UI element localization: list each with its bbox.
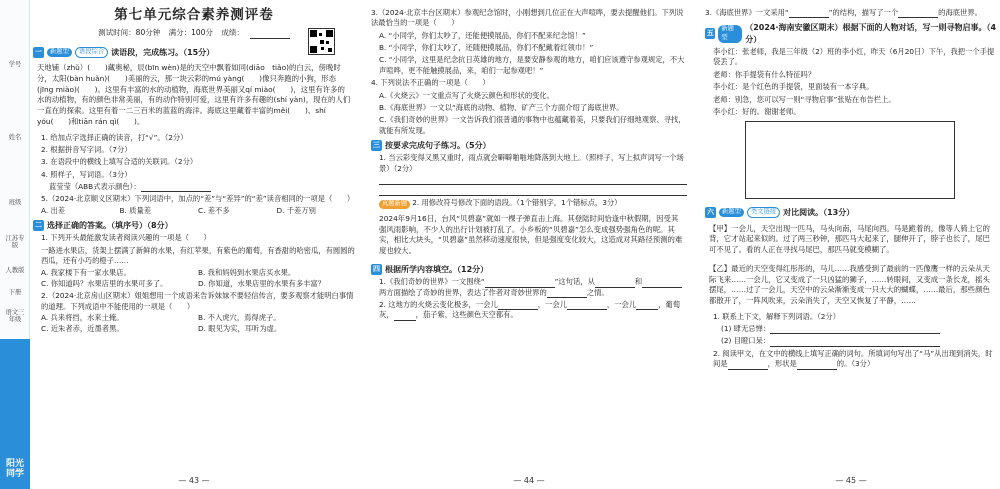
question: 5.（2024·北京顺义区期末）下列词语中，加点的“差”与“差异”的“差”读音相同的一项是（ ） [41, 194, 355, 204]
test-meta [33, 28, 355, 39]
option[interactable]: C.《我们奇妙的世界》一文告诉我们很普通的事物中也蕴藏着美，只要我们仔细地观察、寻找，就能有所发现。 [379, 115, 686, 135]
question: 2. 这地方的火烧云变化极多，一会儿 ，一会儿 ，一会儿 ，葡萄灰， ，茄子紫，这些颜色天空都有。 [379, 299, 680, 320]
option[interactable]: B. “小同学，你们太吵了，还随便摸展品，你们不配戴着红领巾！” [379, 43, 594, 53]
passage-b: 【乙】最近的天空变得红彤彤的，马儿……我感受到了最前的一匹像鹰一样的云朵从天际飞来……一会儿，它又变成了一只凶猛的狮子，……转眼间，又变成一条长龙，摇头摆尾，……过了一会儿，天空中的云朵渐渐变成一只大大的蝴蝶，……最后，那些颜色都散开了，一阵风吹来，云朵消失了，天空又恢复了平静，…… [709, 263, 990, 305]
option[interactable]: A.《火烧云》一文重点写了火烧云颜色和形状的变化。 [379, 90, 555, 100]
question: 4. 下列说法不正确的一项是（ ） [371, 78, 490, 88]
linked-text-tag: 类文链接 [747, 207, 780, 218]
answer-blank[interactable] [898, 10, 938, 18]
answer-blank[interactable] [797, 362, 837, 370]
question-stem: 一路进水果店，货架上摆满了新鲜的水果，有红苹果，有紫色的葡萄，有香甜的哈密瓜，有圆圆的西瓜，还有小巧的橙子…… [41, 245, 355, 266]
section-number: 五 [706, 29, 714, 38]
question: 3.《海底世界》一文采用“ ”的结构，描写了一个 的海底世界。 [705, 8, 982, 17]
question: 1. 给加点字选择正确的读音，打“√”。（2分） [41, 132, 188, 142]
option[interactable]: A. 兵来将挡，水来土掩。 [41, 312, 124, 322]
section-2-header [33, 220, 355, 231]
label-edition-pep: 人教版 [5, 267, 25, 274]
edit-passage: 2024年9月16日，台风“贝碧嘉”就如一棵子弹直击上海。其登陆时间恰逢中秋假期，因受其强风雨影响，不少人的出行计划被打乱了。小乡板的“贝碧嘉”怎么变成强势强角色的呢。其实，相比大块头，“贝碧嘉”虽然移动速度很快，但是强度变化较大，这造成对其路径预测的难度也较大。 [379, 213, 683, 256]
question: 1.《我们奇妙的世界》一文围绕“ ”这句话，从 和两方面描绘了奇妙的世界，表达了作者对奇妙世界的 之情。 [371, 277, 687, 298]
reading-passage: 天地铺（zhǔ）( )藏奥秘，辰(bīn wèn)是的天空中飘着如同(diāo tiǎo)的白云，傍晚时分，太阳(bàn huǎn)( )美丽的云，那一块云彩的mú yàng( )像只奔跑的小狗，形态(jīng miào)( )。这里有丰富的水的动植物，海底世界美丽又qí miào( )，这里有许多的水的动植物，有的颜色非常美丽，有的动作特别可爱，这里有许多有趣的(shí yàn)，现在的人们一直在的探索。这里有着一二三百米的蓝蓝的海洋。海底这里藏着丰富的měi( )、shí yóu( )和tiān rán qì( )。 [37, 63, 351, 126]
option[interactable]: A. 我家楼下有一家水果店。 [41, 267, 131, 277]
section-number: 一 [35, 47, 42, 56]
label-edition-jiangsu: 江苏专版 [5, 235, 25, 249]
answer-blank[interactable] [770, 339, 940, 347]
question-sub: (1) 肆无忌惮： [705, 324, 997, 334]
option[interactable]: B. 不入虎穴，焉得虎子。 [198, 312, 281, 322]
section-number: 三 [373, 141, 380, 150]
dialog-line: 李小红：张老师，我是三年级（2）班的李小红，昨天（6月20日）下午，我把一个手提袋丢了。 [713, 47, 995, 67]
section-number: 六 [707, 208, 714, 217]
options [33, 267, 355, 290]
answer-blank[interactable] [394, 313, 416, 321]
question: 4. 照样子，写词语。（3分） [41, 169, 132, 179]
label-grade: 语文三年级 [5, 309, 25, 323]
passage-a: 【甲】一会儿，天空出现一匹马，马头向南，马尾向西。马是跪着的，像等人骑上它的背，它才站起来似的。过了两三秒钟，那匹马大起来了，腿伸开了，脖子也长了，尾巴可不见了。看的人正在寻找马尾巴，那匹马就变模糊了。 [709, 223, 990, 255]
answer-line[interactable] [379, 186, 687, 196]
section-title: （2024·海南安徽区期末）根据下面的人物对话，写一则寻物启事。（4分） [745, 23, 997, 44]
option[interactable]: D. 你知道，水果店里的水果有多丰富？ [198, 278, 326, 288]
answer-blank[interactable] [789, 10, 829, 18]
options [33, 312, 355, 335]
label-student-id: 学号 [8, 61, 22, 68]
section-5-header [705, 22, 997, 45]
answer-blank[interactable] [498, 302, 538, 310]
option[interactable]: C. 差不多 [198, 205, 230, 215]
section-1-header [33, 47, 355, 58]
qr-code-icon [308, 28, 335, 55]
option[interactable]: B. 质量差 [119, 205, 152, 215]
answer-blank[interactable] [567, 302, 607, 310]
answer-blank[interactable] [547, 290, 587, 298]
answer-line[interactable] [379, 175, 687, 185]
label-volume: 下册 [8, 289, 22, 296]
option[interactable]: C. 你知道吗？水果店里的水果可多了。 [41, 278, 168, 288]
option[interactable]: C. 近朱者赤，近墨者黑。 [41, 324, 124, 334]
score-label: 成绩： [221, 28, 244, 38]
brand-logo: 阳光同学 [5, 459, 24, 479]
section-number: 二 [35, 221, 42, 230]
option[interactable]: A. “小同学，你们太吵了，还能便摸展品，你们不配来纪念馆！” [379, 30, 586, 40]
brand-strip [0, 339, 30, 489]
section-title: 读语段，完成练习。（15分） [111, 47, 215, 57]
new-type-tag: 新题型 [47, 48, 72, 57]
option[interactable]: D. 眼见为实，耳听为虚。 [198, 324, 282, 334]
option[interactable]: B.《海底世界》一文以“海底的动物、植物、矿产三个方面介绍了海底世界。 [379, 102, 624, 112]
question-sub: 蓝莹莹（ABB式表示颜色）： [33, 182, 355, 192]
question: 2. 根据拼音写字词。（7分） [41, 144, 132, 154]
new-type-tag: 新题型 [718, 25, 742, 43]
answer-blank[interactable] [595, 280, 635, 288]
question: 1. 联系上下文，解释下列词语。（2分） [713, 311, 841, 321]
option[interactable]: B. 我和妈妈到水果店买水果。 [198, 267, 296, 277]
hot-tag: 真题新题 [379, 200, 410, 209]
new-type-tag: 新题型 [719, 208, 744, 217]
page-number: — 44 — [513, 475, 545, 485]
option[interactable]: C. “小同学，这里是纪念抗日英雄的地方，是要安静参观的地方，咱们应该遵守参观规定，不大声喧哗，更不能触摸展品，来，咱们一起参观吧！” [379, 55, 685, 75]
lost-notice-answer-box[interactable] [745, 121, 955, 199]
section-6-header [705, 207, 997, 218]
answer-blank[interactable] [728, 362, 768, 370]
section-4-header [371, 264, 687, 275]
page-44 [371, 0, 687, 489]
question: 2.（2024·北京房山区期末）姐姐想用一个成语来告诉妹妹不要轻信传言，要多观察才能明白事情的道理。下列成语中不能使用的一项是（ ） [41, 291, 354, 311]
binding-sidebar [0, 0, 30, 489]
options [33, 205, 355, 216]
label-name: 姓名 [8, 134, 22, 141]
dialog-line: 老师：别急，您可以写一则“寻物启事”张贴在布告栏上。 [713, 94, 896, 104]
question: 3. 在语段中的横线上填写合适的关联词。（2分） [41, 157, 198, 167]
question: 1. 下列开头最能激发读者阅读兴趣的一项是（ ） [41, 233, 211, 243]
answer-blank[interactable] [642, 280, 682, 288]
combo-tag: 语段综合 [75, 47, 108, 58]
full-score: 满分：100分 [168, 28, 213, 38]
dialog-line: 李小红：是个红色的手提袋，里面装有一本字典。 [713, 82, 874, 92]
page-number: — 45 — [835, 475, 867, 485]
label-class: 班级 [8, 199, 22, 206]
dialog-line: 老师：你手提袋有什么特征吗？ [713, 69, 816, 79]
answer-blank[interactable] [141, 184, 211, 192]
question-sub: (2) 目瞪口呆： [705, 336, 997, 346]
section-title: 选择正确的答案。（填序号）（8分） [47, 221, 173, 231]
page-title: 第七单元综合素养测评卷 [114, 7, 274, 23]
option[interactable]: A. 出差 [41, 205, 66, 215]
section-3-header [371, 140, 687, 151]
answer-blank[interactable] [485, 280, 555, 288]
question: 真题新题 2. 用修改符号修改下面的语段。（1个错别字，1个错标点，3分） [371, 198, 687, 209]
dialog-line: 李小红：好的。谢谢老师。 [713, 106, 801, 116]
page-number: — 43 — [178, 475, 210, 485]
test-time: 测试时间：80分钟 [98, 28, 161, 38]
option[interactable]: D. 千差万别 [276, 205, 316, 215]
section-title: 对比阅读。（13分） [783, 208, 855, 218]
question: 1. 当云彩变得又黑又重时，雨点就会噼噼啪啪地降落到大地上。（照样子，写上拟声词写一个场景）（2分） [379, 153, 684, 173]
section-number: 四 [373, 265, 380, 274]
answer-blank[interactable] [770, 326, 940, 334]
score-blank[interactable] [250, 31, 290, 39]
section-title: 按要求完成句子练习。（5分） [385, 140, 491, 150]
question: 3.（2024·北京丰台区期末）参观纪念馆时，小刚想到几位正在大声喧哗，要去提醒他们。下列说法最恰当的一项是（ ） [371, 8, 684, 28]
question: 2. 阅读甲文，在文中的横线上填写正确的词句。所填词句写出了“马”从出现到消失，时间是 ，形状是 的。（3分） [713, 348, 993, 369]
answer-blank[interactable] [636, 302, 658, 310]
section-title: 根据所学内容填空。（12分） [385, 264, 489, 274]
page-45 [705, 0, 997, 489]
page-43 [33, 0, 355, 489]
